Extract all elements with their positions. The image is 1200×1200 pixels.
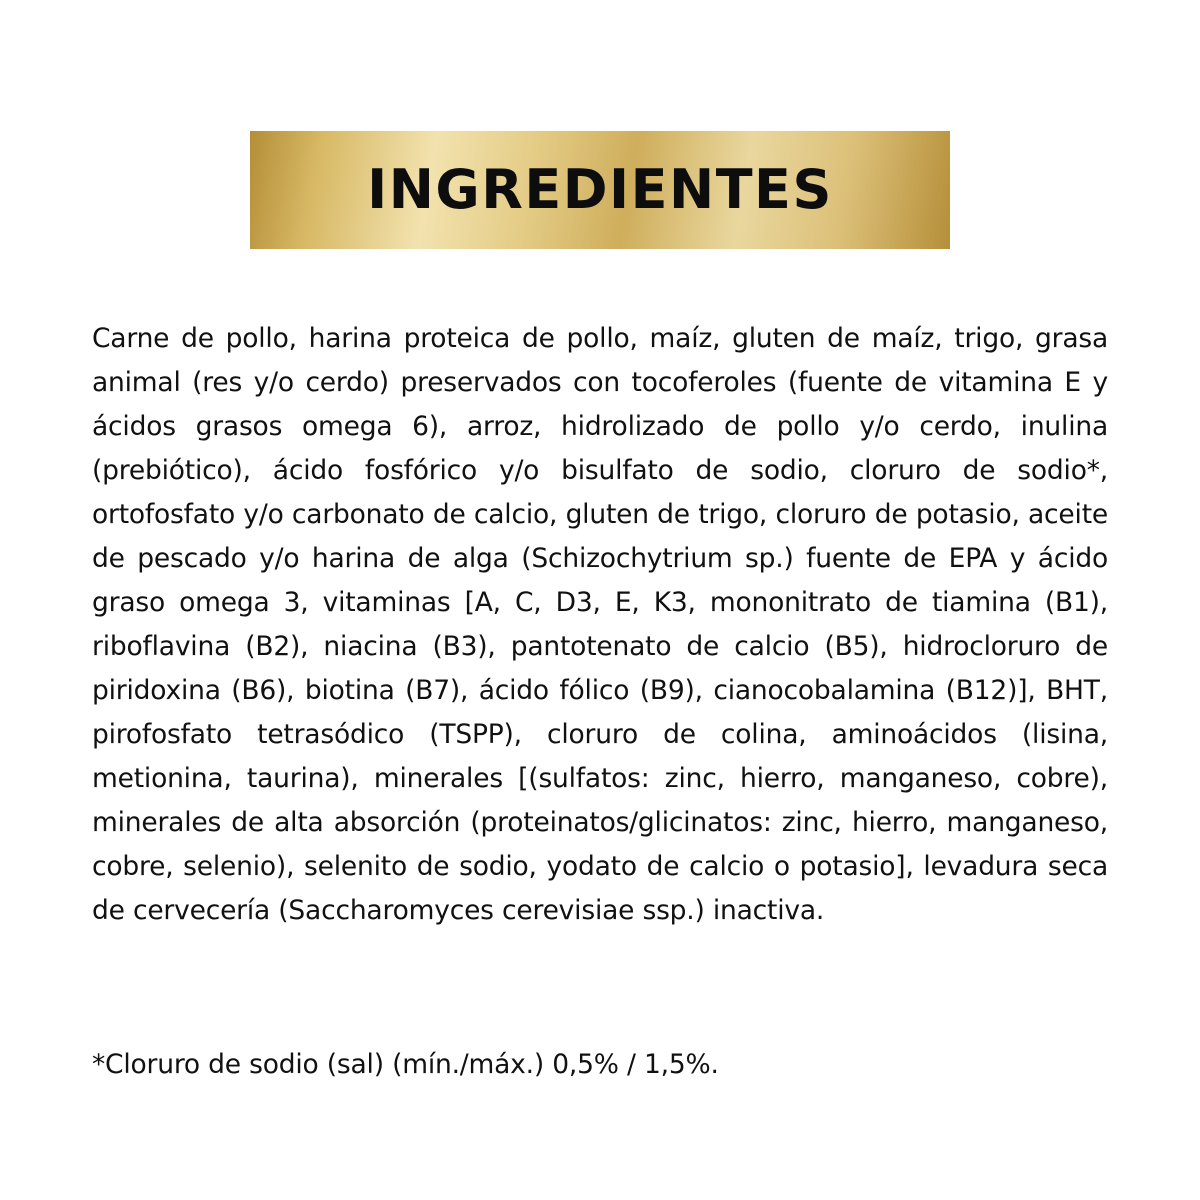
page-title: INGREDIENTES	[367, 158, 833, 221]
ingredients-paragraph: Carne de pollo, harina proteica de pollo, maíz, gluten de maíz, trigo, grasa animal (res y/o cerdo) preservados con tocoferoles (fuente de vitamina E y ácidos grasos omega 6), arroz, hidrolizado de pollo y/o cerdo, inulina (prebiótico), ácido fosfórico y/o bisulfato de sodio, cloruro de sodio*, ortofosfato y/o carbonato de calcio, gluten de trigo, cloruro de potasio, aceite de pescado y/o harina de alga (Schizochytrium sp.) fuente de EPA y ácido graso omega 3, vitaminas [A, C, D3, E, K3, mononitrato de tiamina (B1), riboflavina (B2), niacina (B3), pantotenato de calcio (B5), hidrocloruro de piridoxina (B6), biotina (B7), ácido fólico (B9), cianocobalamina (B12)], BHT, pirofosfato tetrasódico (TSPP), cloruro de colina, aminoácidos (lisina, metionina, taurina), minerales [(sulfatos: zinc, hierro, manganeso, cobre), minerales de alta absorción (proteinatos/glicinatos: zinc, hierro, manganeso, cobre, selenio), selenito de sodio, yodato de calcio o potasio], levadura seca de cervecería (Saccharomyces cerevisiae ssp.) inactiva.	[92, 322, 1108, 926]
ingredients-title-banner	[250, 131, 950, 249]
sodium-footnote: *Cloruro de sodio (sal) (mín./máx.) 0,5% / 1,5%.	[92, 1048, 719, 1080]
